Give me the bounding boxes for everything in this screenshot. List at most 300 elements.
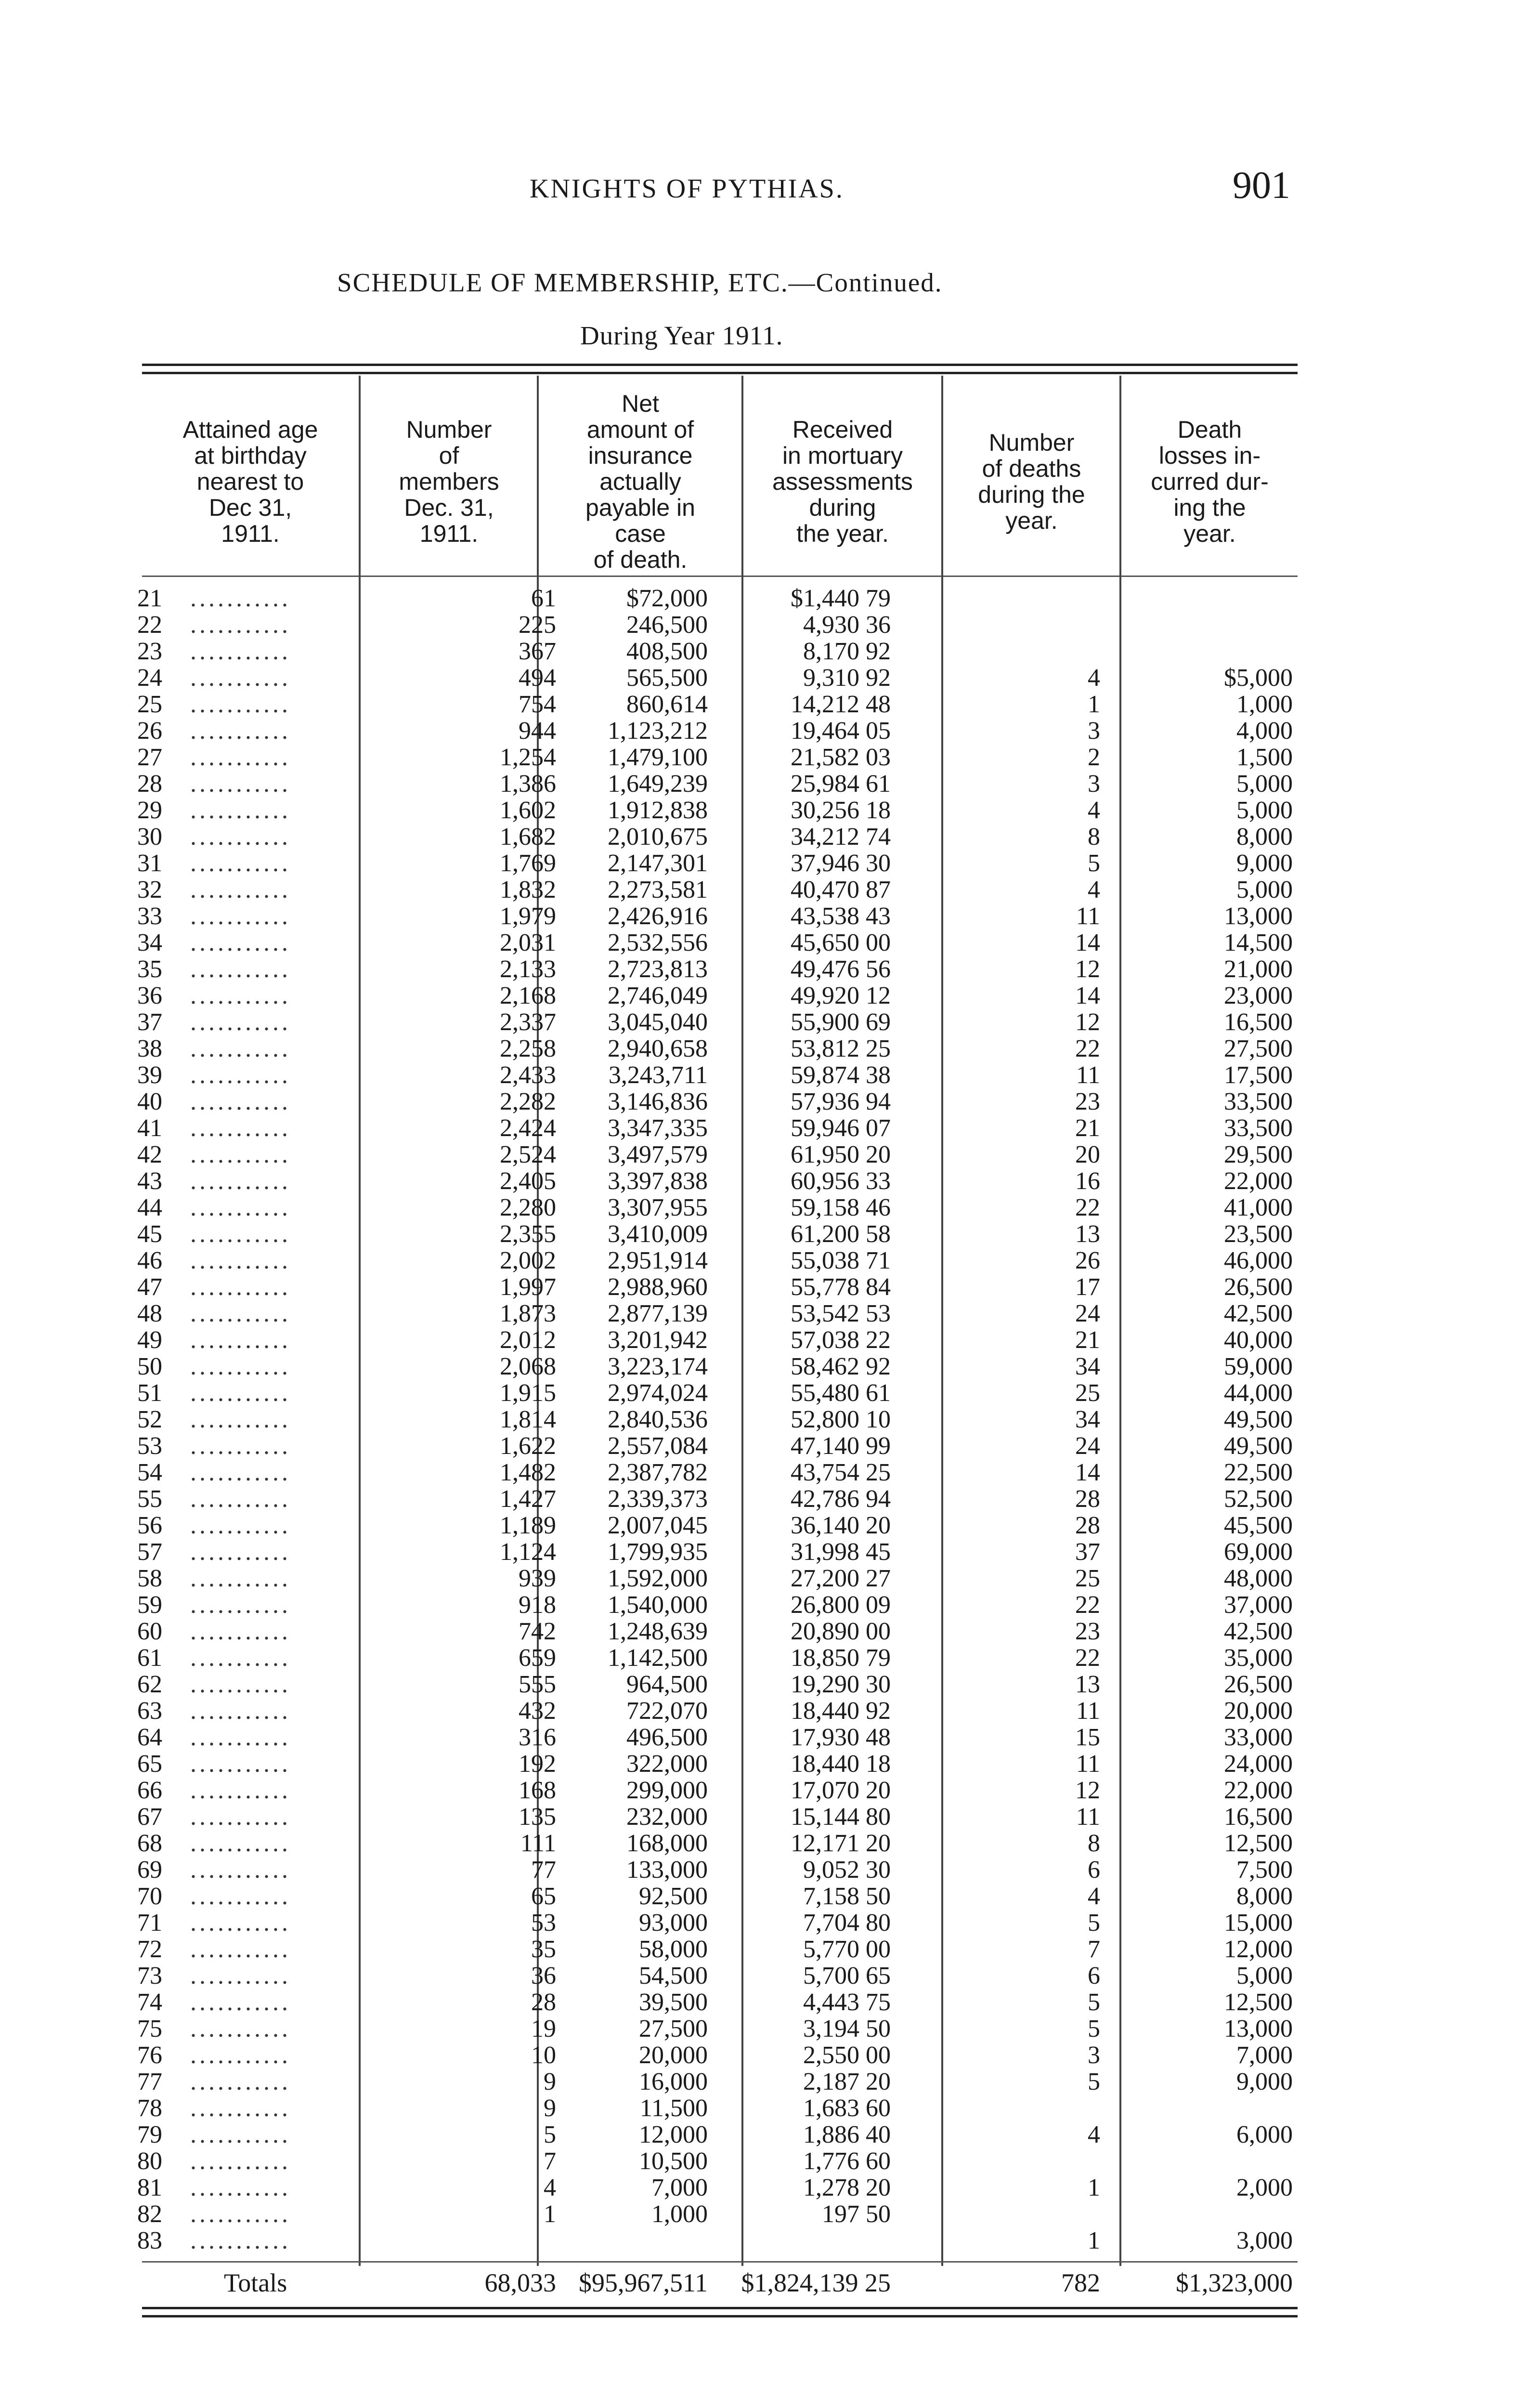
dot-leader: ........... [190,1697,291,1725]
cell-insurance: 2,723,813 [608,955,708,983]
cell-received: 26,800 09 [791,1591,891,1619]
cell-losses: 69,000 [1224,1538,1293,1566]
table-row [137,903,1302,929]
cell-received: 197 50 [822,2200,891,2228]
cell-deaths: 5 [1088,2015,1100,2042]
cell-deaths: 22 [1075,1591,1100,1619]
cell-received: 25,984 61 [791,770,891,798]
cell-deaths: 2 [1088,744,1100,771]
table-row [137,1512,1302,1539]
cell-received: 40,470 87 [791,876,891,903]
dot-leader: ........... [190,876,291,903]
cell-age: 26 [137,718,162,744]
cell-deaths: 13 [1075,1671,1100,1698]
dot-leader: ........... [190,1750,291,1778]
cell-losses: 42,500 [1224,1300,1293,1327]
cell-received: 55,778 84 [791,1273,891,1301]
cell-deaths: 4 [1088,797,1100,824]
table-row [137,1300,1302,1327]
cell-members: 9 [544,2068,556,2095]
cell-deaths: 23 [1075,1618,1100,1645]
cell-received: 9,052 30 [803,1856,891,1884]
cell-insurance: 133,000 [626,1856,708,1884]
cell-age: 62 [137,1671,162,1698]
cell-deaths: 28 [1075,1512,1100,1539]
cell-age: 70 [137,1883,162,1910]
cell-losses: 17,500 [1224,1061,1293,1089]
cell-losses: 5,000 [1236,797,1293,824]
cell-age: 39 [137,1062,162,1088]
bottom-rule-2 [142,2315,1298,2317]
cell-age: 38 [137,1035,162,1062]
table-row [137,744,1302,771]
cell-age: 28 [137,771,162,797]
table-row [137,1910,1302,1936]
cell-members: 2,168 [500,982,556,1009]
table-row [137,1062,1302,1088]
cell-age: 35 [137,956,162,982]
cell-deaths: 21 [1075,1114,1100,1142]
header-rule [142,576,1298,577]
table-row [137,1936,1302,1963]
cell-received: 55,900 69 [791,1008,891,1036]
cell-members: 432 [519,1697,556,1725]
dot-leader: ........... [190,1883,291,1910]
cell-members: 1,832 [500,876,556,903]
top-rule [142,364,1298,366]
cell-deaths: 11 [1076,903,1100,930]
cell-age: 21 [137,585,162,612]
dot-leader: ........... [190,638,291,665]
cell-insurance: 2,974,024 [608,1379,708,1407]
cell-members: 2,337 [500,1008,556,1036]
cell-deaths: 23 [1075,1088,1100,1115]
cell-received: 42,786 94 [791,1485,891,1513]
cell-deaths: 12 [1075,955,1100,983]
cell-age: 63 [137,1698,162,1724]
table-row [137,1327,1302,1353]
cell-losses: 21,000 [1224,955,1293,983]
cell-insurance: 1,123,212 [608,717,708,745]
cell-members: 111 [520,1830,556,1857]
table-row [137,1777,1302,1804]
cell-age: 67 [137,1804,162,1830]
col-header-deaths: Number of deaths during the year. [978,429,1085,534]
dot-leader: ........... [190,1300,291,1327]
cell-received: 19,464 05 [791,717,891,745]
cell-insurance: 2,010,675 [608,823,708,851]
cell-age: 60 [137,1618,162,1645]
top-rule-2 [142,372,1298,374]
cell-losses: 5,000 [1236,876,1293,903]
cell-deaths: 24 [1075,1432,1100,1460]
cell-losses: 33,500 [1224,1088,1293,1115]
table-row [137,1618,1302,1645]
cell-members: 1,124 [500,1538,556,1566]
cell-members: 1,769 [500,850,556,877]
cell-age: 24 [137,665,162,691]
cell-received: 59,874 38 [791,1061,891,1089]
dot-leader: ........... [190,1936,291,1963]
table-row [137,2042,1302,2068]
cell-members: 4 [544,2174,556,2201]
dot-leader: ........... [190,1406,291,1433]
dot-leader: ........... [190,850,291,877]
cell-age: 49 [137,1327,162,1353]
cell-age: 81 [137,2174,162,2201]
cell-members: 2,133 [500,955,556,983]
table-row [137,1751,1302,1777]
cell-insurance: 2,951,914 [608,1247,708,1274]
cell-received: 1,886 40 [803,2121,891,2148]
cell-deaths: 12 [1075,1008,1100,1036]
cell-members: 35 [531,1936,556,1963]
dot-leader: ........... [190,1803,291,1831]
cell-members: 36 [531,1962,556,1989]
cell-deaths: 8 [1088,823,1100,851]
cell-losses: 6,000 [1236,2121,1293,2148]
cell-age: 40 [137,1088,162,1115]
dot-leader: ........... [190,1114,291,1142]
cell-deaths: 16 [1075,1167,1100,1195]
cell-deaths: 5 [1088,1909,1100,1937]
dot-leader: ........... [190,2147,291,2175]
cell-members: 28 [531,1989,556,2016]
dot-leader: ........... [190,2094,291,2122]
cell-members: 1,682 [500,823,556,851]
cell-deaths: 4 [1088,1883,1100,1910]
cell-insurance: 2,940,658 [608,1035,708,1062]
cell-losses: 26,500 [1224,1273,1293,1301]
cell-members: 135 [519,1803,556,1831]
cell-insurance: 39,500 [639,1989,708,2016]
cell-age: 75 [137,2015,162,2042]
cell-deaths: 7 [1088,1936,1100,1963]
cell-losses: 42,500 [1224,1618,1293,1645]
cell-age: 83 [137,2227,162,2254]
dot-leader: ........... [190,2227,291,2254]
cell-losses: $5,000 [1224,664,1293,692]
table-row [137,1274,1302,1300]
dot-leader: ........... [190,1538,291,1566]
cell-deaths: 8 [1088,1830,1100,1857]
cell-age: 36 [137,982,162,1009]
cell-insurance: 92,500 [639,1883,708,1910]
cell-received: 14,212 48 [791,691,891,718]
dot-leader: ........... [190,2121,291,2148]
cell-members: 192 [519,1750,556,1778]
cell-age: 76 [137,2042,162,2068]
cell-members: 2,282 [500,1088,556,1115]
cell-age: 73 [137,1963,162,1989]
cell-insurance: 2,877,139 [608,1300,708,1327]
cell-losses: 29,500 [1224,1141,1293,1168]
cell-received: 30,256 18 [791,797,891,824]
cell-received: 59,946 07 [791,1114,891,1142]
totals-label: Totals [224,2268,287,2297]
cell-members: 9 [544,2094,556,2122]
cell-age: 47 [137,1274,162,1300]
cell-members: 2,068 [500,1353,556,1380]
cell-received: 19,290 30 [791,1671,891,1698]
cell-members: 1,873 [500,1300,556,1327]
cell-age: 43 [137,1168,162,1194]
cell-insurance: 168,000 [626,1830,708,1857]
cell-age: 79 [137,2121,162,2148]
cell-age: 77 [137,2068,162,2095]
cell-insurance: 3,347,335 [608,1114,708,1142]
cell-deaths: 1 [1088,691,1100,718]
cell-losses: 8,000 [1236,823,1293,851]
cell-received: 1,776 60 [803,2147,891,2175]
cell-members: 742 [519,1618,556,1645]
dot-leader: ........... [190,1167,291,1195]
cell-received: 55,038 71 [791,1247,891,1274]
cell-insurance: 93,000 [639,1909,708,1937]
cell-deaths: 34 [1075,1406,1100,1433]
schedule-subtitle: During Year 1911. [580,321,783,350]
cell-losses: 41,000 [1224,1194,1293,1221]
cell-losses: 5,000 [1236,1962,1293,1989]
cell-insurance: 322,000 [626,1750,708,1778]
cell-members: 65 [531,1883,556,1910]
cell-insurance: 3,045,040 [608,1008,708,1036]
cell-received: 1,278 20 [803,2174,891,2201]
cell-losses: 40,000 [1224,1326,1293,1354]
table-row [137,2015,1302,2042]
cell-age: 37 [137,1009,162,1035]
cell-insurance: 2,988,960 [608,1273,708,1301]
cell-losses: 16,500 [1224,1803,1293,1831]
cell-members: 1,386 [500,770,556,798]
cell-insurance: 722,070 [626,1697,708,1725]
cell-insurance: 232,000 [626,1803,708,1831]
cell-members: 316 [519,1724,556,1751]
dot-leader: ........... [190,929,291,956]
cell-age: 44 [137,1194,162,1221]
cell-members: 939 [519,1565,556,1592]
dot-leader: ........... [190,1035,291,1062]
dot-leader: ........... [190,1644,291,1672]
cell-losses: 48,000 [1224,1565,1293,1592]
cell-members: 19 [531,2015,556,2042]
cell-received: 1,683 60 [803,2094,891,2122]
cell-deaths: 11 [1076,1803,1100,1831]
table-row [137,1353,1302,1380]
cell-age: 53 [137,1433,162,1459]
cell-deaths: 15 [1075,1724,1100,1751]
cell-received: 55,480 61 [791,1379,891,1407]
dot-leader: ........... [190,982,291,1009]
table-row [137,1698,1302,1724]
cell-members: 1,482 [500,1459,556,1486]
cell-insurance: 3,201,942 [608,1326,708,1354]
cell-insurance: 3,223,174 [608,1353,708,1380]
cell-losses: 12,000 [1224,1936,1293,1963]
cell-members: 1,254 [500,744,556,771]
cell-age: 45 [137,1221,162,1247]
cell-insurance: 10,500 [639,2147,708,2175]
cell-losses: 3,000 [1236,2227,1293,2254]
cell-members: 7 [544,2147,556,2175]
cell-received: 60,956 33 [791,1167,891,1195]
dot-leader: ........... [190,1856,291,1884]
dot-leader: ........... [190,1777,291,1804]
table-row [137,1645,1302,1671]
dot-leader: ........... [190,611,291,639]
cell-members: 53 [531,1909,556,1937]
cell-deaths: 13 [1075,1220,1100,1248]
cell-losses: 16,500 [1224,1008,1293,1036]
col-header-losses: Death losses in- curred dur- ing the year. [1151,416,1269,547]
dot-leader: ........... [190,1618,291,1645]
dot-leader: ........... [190,585,291,612]
cell-members: 754 [519,691,556,718]
cell-insurance: 3,410,009 [608,1220,708,1248]
cell-received: 20,890 00 [791,1618,891,1645]
cell-insurance: 2,339,373 [608,1485,708,1513]
cell-deaths: 25 [1075,1565,1100,1592]
cell-age: 61 [137,1645,162,1671]
cell-received: 12,171 20 [791,1830,891,1857]
cell-insurance: 299,000 [626,1777,708,1804]
dot-leader: ........... [190,1379,291,1407]
totals-received: $1,824,139 25 [741,2268,891,2297]
cell-insurance: 2,387,782 [608,1459,708,1486]
cell-members: 555 [519,1671,556,1698]
table-row [137,2095,1302,2121]
cell-deaths: 4 [1088,664,1100,692]
dot-leader: ........... [190,1061,291,1089]
cell-losses: 49,500 [1224,1406,1293,1433]
totals-losses: $1,323,000 [1176,2268,1293,2297]
cell-age: 56 [137,1512,162,1539]
cell-deaths: 6 [1088,1856,1100,1884]
table-row [137,638,1302,665]
col-header-members: Number of members Dec. 31, 1911. [399,416,499,547]
dot-leader: ........... [190,770,291,798]
cell-losses: 2,000 [1236,2174,1293,2201]
table-row [137,1671,1302,1698]
dot-leader: ........... [190,955,291,983]
cell-deaths: 5 [1088,1989,1100,2016]
cell-age: 74 [137,1989,162,2015]
cell-losses: 1,000 [1236,691,1293,718]
cell-insurance: 496,500 [626,1724,708,1751]
table-row [137,1221,1302,1247]
cell-deaths: 20 [1075,1141,1100,1168]
cell-insurance: 3,397,838 [608,1167,708,1195]
cell-age: 58 [137,1565,162,1592]
cell-insurance: 408,500 [626,638,708,665]
dot-leader: ........... [190,1353,291,1380]
table-row [137,2121,1302,2148]
cell-received: 53,812 25 [791,1035,891,1062]
cell-losses: 9,000 [1236,850,1293,877]
cell-insurance: 3,497,579 [608,1141,708,1168]
cell-losses: 13,000 [1224,2015,1293,2042]
cell-received: 61,200 58 [791,1220,891,1248]
cell-received: 37,946 30 [791,850,891,877]
cell-members: 1,915 [500,1379,556,1407]
bottom-rule [142,2307,1298,2309]
cell-received: 49,476 56 [791,955,891,983]
dot-leader: ........... [190,1485,291,1513]
cell-losses: 24,000 [1224,1750,1293,1778]
cell-age: 51 [137,1380,162,1406]
cell-losses: 22,000 [1224,1167,1293,1195]
totals-deaths: 782 [1061,2268,1100,2297]
dot-leader: ........... [190,1671,291,1698]
cell-insurance: 1,649,239 [608,770,708,798]
cell-age: 54 [137,1459,162,1486]
cell-losses: 37,000 [1224,1591,1293,1619]
cell-insurance: 964,500 [626,1671,708,1698]
cell-losses: 23,500 [1224,1220,1293,1248]
cell-insurance: 1,592,000 [608,1565,708,1592]
cell-insurance: 3,243,711 [608,1061,708,1089]
cell-insurance: 2,746,049 [608,982,708,1009]
cell-losses: 33,000 [1224,1724,1293,1751]
dot-leader: ........... [190,1512,291,1539]
cell-losses: 22,500 [1224,1459,1293,1486]
cell-insurance: 1,142,500 [608,1644,708,1672]
cell-insurance: 58,000 [639,1936,708,1963]
cell-losses: 59,000 [1224,1353,1293,1380]
dot-leader: ........... [190,1220,291,1248]
cell-age: 71 [137,1910,162,1936]
table-row [137,1963,1302,1989]
dot-leader: ........... [190,1247,291,1274]
table-row [137,1194,1302,1221]
schedule-title: SCHEDULE OF MEMBERSHIP, ETC.—Continued. [337,268,943,297]
cell-members: 2,433 [500,1061,556,1089]
cell-members: 2,405 [500,1167,556,1195]
cell-losses: 1,500 [1236,744,1293,771]
cell-members: 2,031 [500,929,556,956]
cell-received: 3,194 50 [803,2015,891,2042]
table-row [137,1592,1302,1618]
cell-deaths: 4 [1088,876,1100,903]
cell-losses: 27,500 [1224,1035,1293,1062]
cell-insurance: 1,248,639 [608,1618,708,1645]
cell-members: 225 [519,611,556,639]
cell-deaths: 12 [1075,1777,1100,1804]
cell-deaths: 22 [1075,1194,1100,1221]
cell-deaths: 34 [1075,1353,1100,1380]
dot-leader: ........... [190,1459,291,1486]
cell-age: 29 [137,797,162,824]
cell-members: 1 [544,2200,556,2228]
cell-losses: 4,000 [1236,717,1293,745]
cell-members: 10 [531,2042,556,2069]
table-row [137,1009,1302,1035]
cell-insurance: 20,000 [639,2042,708,2069]
cell-received: 5,700 65 [803,1962,891,1989]
table-row [137,2148,1302,2174]
cell-received: 52,800 10 [791,1406,891,1433]
cell-received: 18,440 92 [791,1697,891,1725]
cell-members: 1,814 [500,1406,556,1433]
dot-leader: ........... [190,1724,291,1751]
cell-insurance: 3,307,955 [608,1194,708,1221]
cell-members: 1,979 [500,903,556,930]
table-row [137,1830,1302,1857]
cell-insurance: 54,500 [639,1962,708,1989]
cell-deaths: 11 [1076,1750,1100,1778]
cell-losses: 49,500 [1224,1432,1293,1460]
cell-deaths: 14 [1075,1459,1100,1486]
